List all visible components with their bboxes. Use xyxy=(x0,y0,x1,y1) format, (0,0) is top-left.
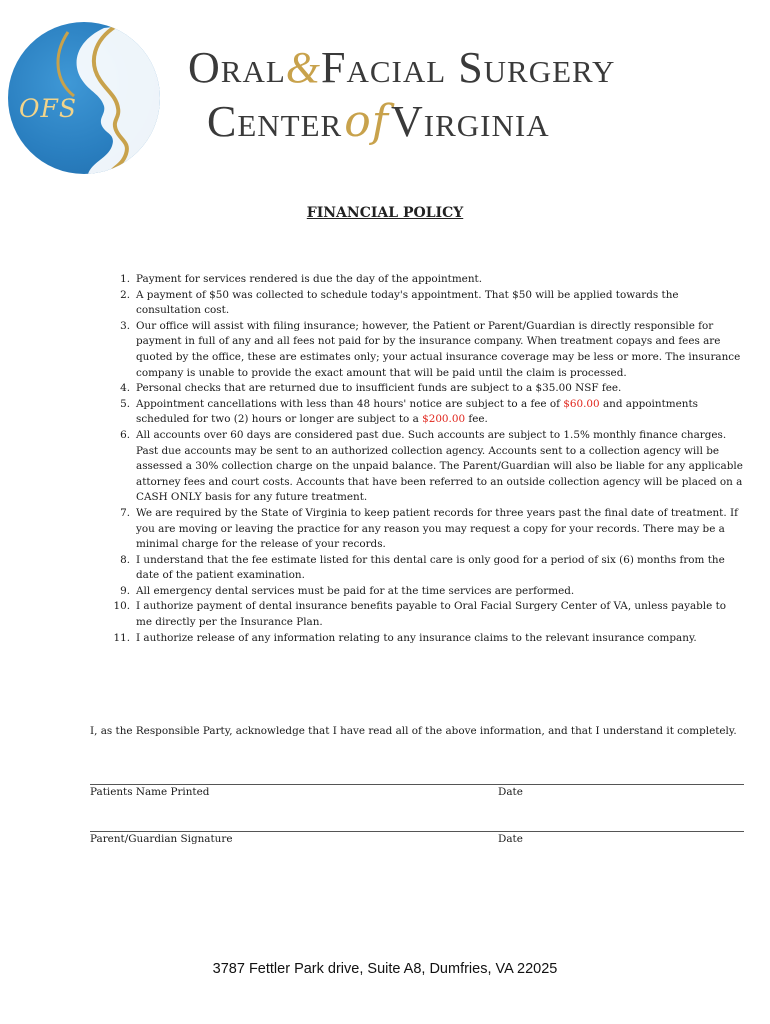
policy-item xyxy=(112,272,744,288)
policy-item-number: 2. xyxy=(120,288,130,301)
policy-item-text: I understand that the fee estimate listed for this dental care is only good for a period of six (6) months from the date of the patient examination. xyxy=(136,553,725,582)
document-title: FINANCIAL POLICY xyxy=(306,205,464,221)
policy-item-number: 7. xyxy=(120,506,130,519)
policy-item-text: A payment of $50 was collected to schedule today's appointment. That $50 will be applied towards the consultation cost. xyxy=(136,288,679,317)
policy-item-number: 3. xyxy=(120,319,130,332)
date-label-1: Date xyxy=(498,786,523,798)
org-word-of: of xyxy=(344,96,390,147)
org-ampersand: & xyxy=(285,43,322,92)
policy-item-text: I authorize payment of dental insurance benefits payable to Oral Facial Surgery Center of VA, unless payable to me directly per the Insurance Plan. xyxy=(136,600,727,629)
guardian-signature-label: Parent/Guardian Signature xyxy=(90,833,233,845)
policy-item-number: 11. xyxy=(113,631,130,644)
policy-item xyxy=(112,381,744,397)
policy-item-text: All accounts over 60 days are considered past due. Such accounts are subject to 1.5% monthly finance charges. Past due accounts may be sent to an authorized collection agency. Accounts sent to a collection agency will be assessed a 30% collection charge on the unpaid balance. The Parent/Guardian will also be liable for any applicable attorney fees and court costs. Accounts that have been referred to an outside collection agency will be placed on a CASH ONLY basis for any future treatment. xyxy=(136,428,743,504)
policy-item xyxy=(112,506,744,553)
policy-item xyxy=(112,319,744,381)
patient-name-signature-line[interactable] xyxy=(90,784,744,785)
policy-item-number: 10. xyxy=(113,600,130,613)
policy-item-text: All emergency dental services must be paid for at the time services are performed. xyxy=(136,584,575,597)
policy-item xyxy=(112,397,744,428)
logo-initials: OFS xyxy=(19,94,77,123)
org-word-facial-surgery: Facial Surgery xyxy=(321,43,616,92)
policy-item xyxy=(112,631,744,647)
long-appointment-fee: $200.00 xyxy=(422,413,466,426)
policy-item-text: Payment for services rendered is due the day of the appointment. xyxy=(136,273,482,285)
date-label-2: Date xyxy=(498,833,523,845)
policy-item-text: We are required by the State of Virginia to keep patient records for three years past the final date of treatment. If you are moving or leaving the practice for any reason you may request a copy for your records. There may be a minimal charge for the release of your records. xyxy=(136,506,738,551)
org-word-virginia: Virginia xyxy=(391,97,550,146)
policy-item xyxy=(112,553,744,584)
ofs-logo xyxy=(8,22,160,174)
guardian-signature-line[interactable] xyxy=(90,831,744,832)
policy-item-number: 9. xyxy=(120,584,130,597)
cancellation-fee: $60.00 xyxy=(563,397,600,410)
policy-item xyxy=(112,288,744,319)
org-name-line-2 xyxy=(207,96,550,147)
patient-name-label: Patients Name Printed xyxy=(90,786,210,798)
footer-address: 3787 Fettler Park drive, Suite A8, Dumfries, VA 22025 xyxy=(212,961,558,977)
policy-item-number: 4. xyxy=(120,382,130,395)
policy-item-text: Personal checks that are returned due to insufficient funds are subject to a $35.00 NSF fee. xyxy=(136,382,622,395)
org-name-line-1 xyxy=(188,43,616,92)
org-word-center: Center xyxy=(207,97,343,146)
policy-item xyxy=(112,584,744,600)
policy-item-number: 8. xyxy=(120,553,130,566)
policy-item-text-after: fee. xyxy=(465,413,488,426)
policy-item xyxy=(112,428,744,506)
policy-item-text: Our office will assist with filing insurance; however, the Patient or Parent/Guardian is directly responsible for payment in full of any and all fees not paid for by the insurance company. When treatment copays and fees are quoted by the office, these are estimates only; your actual insurance coverage may be less or more. The insurance company is unable to provide the exact amount that will be paid until the claim is processed. xyxy=(136,319,741,379)
policy-list xyxy=(112,272,744,646)
policy-item-number: 5. xyxy=(120,397,130,410)
org-word-oral: Oral xyxy=(188,43,286,92)
policy-item-number: 6. xyxy=(120,428,130,441)
policy-item-text: I authorize release of any information relating to any insurance claims to the relevant insurance company. xyxy=(136,631,697,644)
policy-item-number: 1. xyxy=(120,273,130,285)
acknowledgement-text: I, as the Responsible Party, acknowledge that I have read all of the above information, and that I understand it completely. xyxy=(90,725,737,737)
policy-item-text-middle: and appointments scheduled for two (2) hours or longer are subject to a xyxy=(136,397,698,426)
policy-item-text-before: Appointment cancellations with less than 48 hours' notice are subject to a fee of xyxy=(136,397,564,410)
policy-item xyxy=(112,599,744,630)
